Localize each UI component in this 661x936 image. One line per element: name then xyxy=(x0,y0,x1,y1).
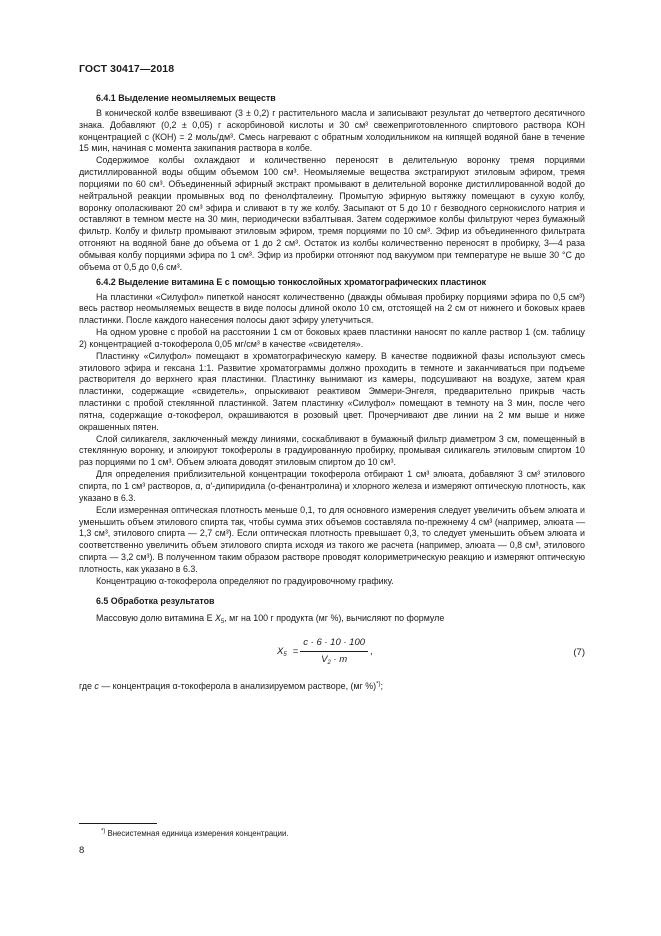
paragraph: Если измеренная оптическая плотность меньше 0,1, то для основного измерения следует увеличить объем элюата и уменьшить объем этилового спирта так, чтобы сумма этих объемов составляла по-прежнему 4 см³ (например, элюата — 1,3 см³, этилового спирта — 2,7 см³). Если оптическая плотность превышает 0,3, то следует уменьшить объем элюата и соответственно увеличить объем этилового спирта исходя из такого же расчета (например, элюата — 0,8 см³, этилового спирта — 3,2 см³). В полученном таким образом растворе проводят колориметрическую реакцию и измеряют оптическую плотность, как указано в 6.3. xyxy=(79,504,585,574)
section-heading-6-4-1: 6.4.1 Выделение неомыляемых веществ xyxy=(96,93,276,103)
formula-fraction xyxy=(300,637,368,666)
formula-trailing-comma: , xyxy=(370,645,373,657)
section-heading-6-5: 6.5 Обработка результатов xyxy=(96,595,215,606)
formula-numerator: c · 6 · 10 · 100 xyxy=(300,637,368,652)
paragraph: Концентрацию α-токоферола определяют по градуировочному графику. xyxy=(96,575,394,586)
paragraph: Слой силикагеля, заключенный между линиями, соскабливают в бумажный фильтр диаметром 3 см, помещенный в стеклянную воронку, и элюируют токоферолы в градуированную пробирку, промывая силикагель этиловым спиртом 10 раз порциями по 1 см³. Объем элюата доводят этиловым спиртом до 10 см³. xyxy=(79,433,585,468)
paragraph: Для определения приблизительной концентрации токоферола отбирают 1 см³ элюата, добавляют 3 см³ этилового спирта, по 1 см³ растворов, α, α'-дипиридила (о-фенантролина) и хлорного железа и измеряют оптическую плотность, как указано в 6.3. xyxy=(79,469,585,503)
paragraph: На пластинки «Силуфол» пипеткой наносят количественно (дважды обмывая пробирку порциями эфира по 0,5 см³) весь раствор неомыляемых веществ в виде полосы длиной около 10 см, отстоящей на 2 см от нижнего и боковых краев пластинки. После каждого нанесения полосы дают эфиру улетучиться. xyxy=(79,291,585,326)
footnote-separator xyxy=(79,823,157,824)
formula-denominator: $V_2 \cdot m$ xyxy=(321,654,348,667)
footnote-text: Внесистемная единица измерения концентрации. xyxy=(105,829,289,838)
footnote xyxy=(101,829,289,838)
paragraph-formula-intro: Массовую долю витамина Е $X_5$, мг на 100 г продукта (мг %), вычисляют по формуле xyxy=(96,613,445,626)
formula-explanation: где c — концентрация α-токоферола в анализируемом растворе, (мг %)*); xyxy=(79,681,383,692)
paragraph: Содержимое колбы охлаждают и количественно переносят в делительную воронку тремя порциями дистиллированной воды общим объемом 100 см³. Неомыляемые вещества экстрагируют этиловым эфиром, тремя порциями по 60 см³. Объединенный эфирный экстракт промывают в делительной воронке дистиллированной водой до нейтральной реакции промывных вод по фенолфталеину. Промытую эфирную вытяжку помещают в сухую колбу, воронку ополаскивают 20 см³ эфира и сливают в ту же колбу. Засыпают от 5 до 10 г безводного сернокислого натрия и оставляют в темном месте на 30 мин, периодически взбалтывая. Затем содержимое колбы фильтруют через бумажный фильтр. Колбу и фильтр промывают этиловым эфиром, тремя порциями по 10 см³. Эфир из объединенного фильтрата отгоняют на водяной бане до объема от 1 до 2 см³. Остаток из колбы количественно переносят в пробирку, 3—4 раза обмывая колбу порциями эфира по 1 см³. Эфир из пробирки отгоняют под вакуумом при температуре не выше 30 °С до объема от 0,5 до 0,6 см³. xyxy=(79,155,585,272)
formula-lhs: $X_5$ xyxy=(277,645,287,658)
page-number: 8 xyxy=(79,845,85,856)
footnote-marker: *) xyxy=(101,828,106,835)
formula-equals: = xyxy=(292,645,299,657)
document-body xyxy=(79,93,585,693)
formula-number: (7) xyxy=(573,647,585,659)
paragraph: На одном уровне с пробой на расстоянии 1 см от боковых краев пластинки наносят по капле раствор 1 (см. таблицу 2) концентрацией α-токоферола 0,05 мг/см³ в качестве «свидетеля». xyxy=(79,327,585,349)
section-heading-6-4-2: 6.4.2 Выделение витамина Е с помощью тонкослойных хроматографических пластинок xyxy=(96,276,487,287)
standard-header: ГОСТ 30417—2018 xyxy=(79,63,175,75)
formula-block xyxy=(79,633,585,677)
formula xyxy=(277,637,373,666)
paragraph: Пластинку «Силуфол» помещают в хроматографическую камеру. В качестве подвижной фазы используют смесь этилового эфира и гексана 1:1. Развитие хроматограммы должно проходить в темноте и заканчиваться при подъеме растворителя до верхнего края пластинки. Пластинку вынимают из камеры, подсушивают на воздухе, затем края пластинки, содержащие «свидетель», опрыскивают реактивом Эммери-Энгеля, предварительно прикрыв часть пластинки с пробой стеклянной пластинкой. Затем пластинку «Силуфол» помещают в темноту на 3 мин, после чего пятна, содержащие α-токоферол, окрашиваются в розовый цвет. Прочерчивают две линии на 2 мм выше и ниже окрашенных пятен. xyxy=(79,350,585,432)
paragraph: В конической колбе взвешивают (3 ± 0,2) г растительного масла и записывают результат до четвертого десятичного знака. Добавляют (0,2 ± 0,05) г аскорбиновой кислоты и 30 см³ свежеприготовленного спиртового раствора КОН концентрацией с (КОН) = 2 моль/дм³. Смесь нагревают с обратным холодильником на кипящей водяной бане в течение 15 мин, начиная с момента закипания раствора в колбе. xyxy=(79,107,585,154)
